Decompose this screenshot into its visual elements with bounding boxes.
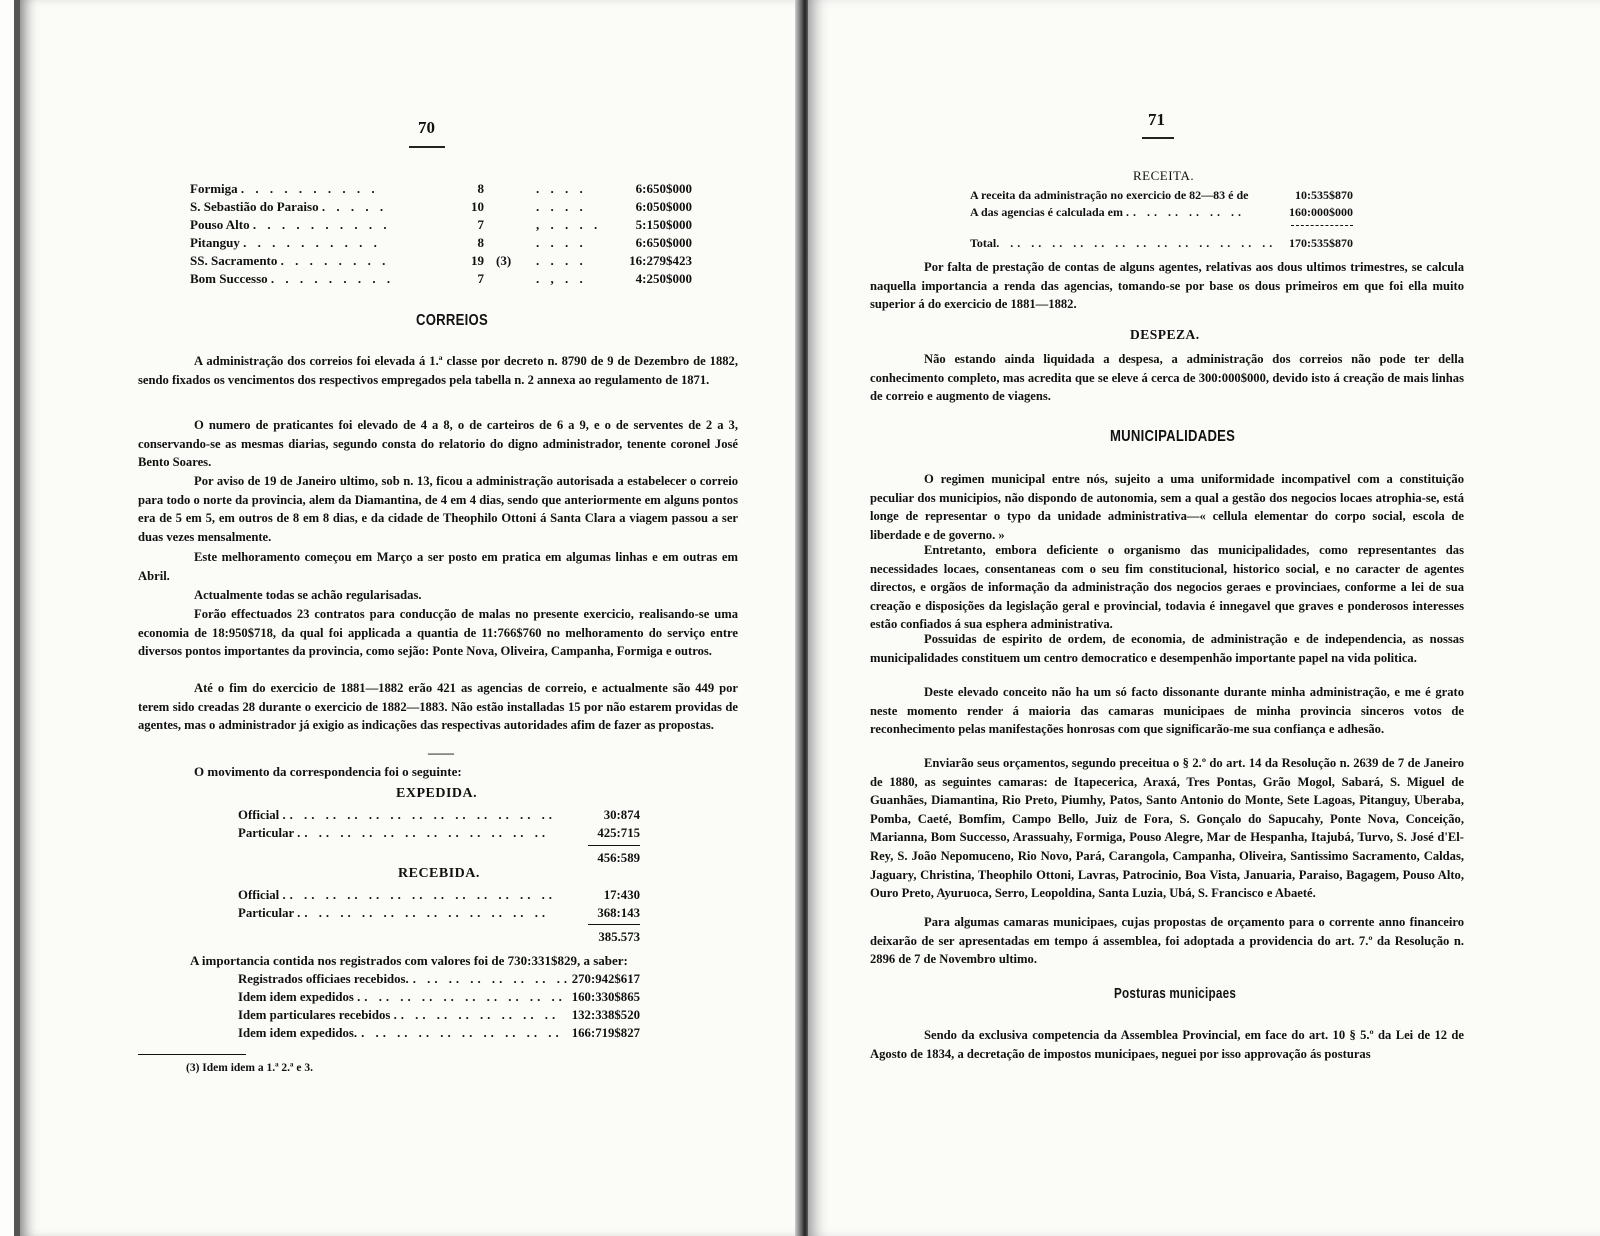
footnote-rule — [138, 1054, 246, 1055]
receita-row-label: A das agencias é calculada em .. .. .. .. .. .. — [970, 205, 1245, 219]
town-count: 19 — [471, 253, 484, 268]
expedida-title: EXPEDIDA. — [396, 786, 478, 801]
town-name: Bom Successo — [190, 271, 268, 286]
recebida-row-label: Particular .. .. .. .. .. .. .. .. .. .. .. .. — [238, 906, 550, 920]
registered-row-value: 166:719$827 — [571, 1026, 640, 1040]
leader-dots: . . . . — [536, 199, 587, 214]
town-count: 7 — [477, 217, 484, 232]
registered-intro: A importancia contida nos registrados com valores foi de 730:331$829, a saber: — [190, 953, 628, 968]
separator: —— — [428, 745, 454, 760]
town-row — [190, 217, 391, 233]
recebida-title: RECEBIDA. — [398, 866, 480, 881]
left-page-number: 70 — [418, 118, 435, 137]
town-count: 10 — [471, 199, 484, 214]
town-name: SS. Sacramento — [190, 253, 278, 268]
leader-dots: . . . . . . . . . — [270, 271, 395, 286]
section-title-posturas: Posturas municipaes — [1114, 985, 1237, 1002]
total-rule — [588, 845, 640, 846]
paragraph: Possuidas de espirito de ordem, de economia, de administração e de independencia, as nossas municipalidades constituem um centro democratico e desempenhão importante papel na vida politica. — [870, 632, 1464, 665]
town-value: 6:650$000 — [635, 181, 692, 196]
section-title-correios: CORREIOS — [416, 312, 488, 329]
paragraph: Sendo da exclusiva competencia da Assemblea Provincial, em face do art. 10 § 5.º da Lei de 12 de Agosto de 1834, a decretação de impostos municipaes, neguei por isso approvação ás posturas — [870, 1028, 1464, 1061]
town-value: 4:250$000 — [635, 271, 692, 286]
receita-row-label: A receita da administração no exercicio de 82—83 é de — [970, 188, 1249, 202]
expedida-total: 456:589 — [597, 851, 640, 865]
registered-row-label: Registrados officiaes recebidos.. .. .. .. .. .. .. .. — [238, 972, 572, 986]
registered-row-label: Idem particulares recebidos .. .. .. .. .. .. .. .. — [238, 1008, 560, 1022]
footnote-ref: (3) — [496, 253, 512, 268]
paragraph: Este melhoramento começou em Março a ser posto em pratica em algumas linhas e em outras em Abril. — [138, 550, 738, 583]
recebida-row-value: 17:430 — [603, 888, 640, 902]
paragraph: Enviarão seus orçamentos, segundo preceitua o § 2.º do art. 14 da Resolução n. 2639 de 7 de Janeiro de 1880, as seguintes camaras: de Itapecerica, Araxá, Tres Pontas, Grão Mogol, Sabará, S. Miguel de Guanhães, Diamantina, Rio Preto, Piumhy, Patos, Santo Antonio do Monte, Sete Lagoas, Pitanguy, Uberaba, Pomba, Caeté, Bomfim, Campo Bello, Juiz de Fora, S. Gonçalo do Sapucahy, Ponte Nova, Conceição, Marianna, Bom Successo, Arassuahy, Formiga, Pouso Alegre, Mar de Hespanha, Itajubá, Turvo, S. José d'El-Rey, S. João Nepomuceno, Rio Novo, Pará, Carangola, Campanha, Oliveira, Santissimo Sacramento, Caldas, Jaguary, Christina, Theophilo Ottoni, Lavras, Patrocinio, Boa Vista, Januaria, Paraiso, Bagagem, Pouso Alto, Ouro Preto, Ayuruoca, Serro, Leopoldina, Santa Luzia, Ubá, S. Francisco e Abaeté. — [870, 756, 1464, 901]
paragraph: A administração dos correios foi elevada á 1.ª classe por decreto n. 8790 de 9 de Dezembro de 1882, sendo fixados os vencimentos dos respectivos empregados pela tabella n. 2 annexa ao regulamento de 1871. — [138, 354, 738, 387]
right-page — [808, 0, 1600, 1236]
expedida-row-value: 425:715 — [597, 826, 640, 840]
receita-row-value: 10:535$870 — [1295, 188, 1353, 202]
town-value: 16:279$423 — [629, 253, 692, 268]
recebida-row-label: Official .. .. .. .. .. .. .. .. .. .. .. .. .. — [238, 888, 557, 902]
town-value: 6:050$000 — [635, 199, 692, 214]
town-name: Pitanguy — [190, 235, 240, 250]
leader-dots: , . . . . — [536, 217, 602, 232]
registered-row-label: Idem idem expedidos.. .. .. .. .. .. .. .. .. .. — [238, 1026, 563, 1040]
town-row — [190, 181, 379, 197]
receita-row-value: 160:000$000 — [1289, 205, 1353, 219]
paragraph: Forão effectuados 23 contratos para conducção de malas no presente exercicio, realisando-se uma economia de 18:950$718, da qual foi applicada a quantia de 11:766$760 no melhoramento do serviço entre diversos pontos importantes da provincia, como sejão: Ponte Nova, Oliveira, Campanha, Formiga e outros. — [138, 607, 738, 659]
recebida-row-value: 368:143 — [597, 906, 640, 920]
paragraph: Por falta de prestação de contas de alguns agentes, relativas aos dous ultimos trimestres, se calcula naquella importancia a renda das agencias, tomando-se por base os dous primeiros em que foi ella muito superior á do exercicio de 1881—1882. — [870, 260, 1464, 312]
registered-row-value: 160:330$865 — [571, 990, 640, 1004]
town-row — [190, 199, 387, 215]
registered-row-value: 132:338$520 — [571, 1008, 640, 1022]
paragraph: O regimen municipal entre nós, sujeito a uma uniformidade incompativel com a constituição peculiar dos municipios, não dispondo de autonomia, sem a qual a gestão dos negocios locaes atrophia-se, está longe de representar o typo da unidade administrativa—« cellula elementar do corpo social, escola de liberdade e de governo. » — [870, 472, 1464, 542]
town-count: 8 — [477, 181, 484, 196]
town-value: 6:650$000 — [635, 235, 692, 250]
town-name: Formiga — [190, 181, 238, 196]
leader-dots: . . . . — [536, 253, 587, 268]
paragraph: Entretanto, embora deficiente o organismo das municipalidades, como representantes das necessidades locaes, consentaneas com o seu fim constitucional, historico social, e no caracter de agentes directos, e orgãos de informação da administração dos negocios geraes e provinciaes, conforme a lei de sua creação e disposições da legislação geral e provincial, todavia é innegavel que graves e ponderosos interesses estão confiados á sua esphera administrativa. — [870, 543, 1464, 632]
leader-dots: . , . . — [536, 271, 587, 286]
paragraph: Não estando ainda liquidada a despesa, a administração dos correios não pode ter della conhecimento completo, mas acredita que se eleve á cerca de 300:000$000, devido isto á creação de mais linhas de correio e augmento de viagens. — [870, 352, 1464, 404]
total-rule — [588, 924, 640, 925]
receita-total: 170:535$870 — [1289, 236, 1353, 250]
town-row — [190, 253, 389, 269]
despeza-title: DESPEZA. — [1130, 327, 1200, 342]
paragraph: Por aviso de 19 de Janeiro ultimo, sob n. 13, ficou a administração autorisada a estabelecer o correio para todo o norte da provincia, alem da Diamantina, de 4 em 4 dias, sendo que anteriormente em alguns pontos era de 5 em 5, em outros de 8 em 8 dias, e da cidade de Theophilo Ottoni á Santa Clara a viagem passou a ser duas vezes mensalmente. — [138, 474, 738, 544]
paragraph: Até o fim do exercicio de 1881—1882 erão 421 as agencias de correio, e actualmente são 449 por terem sido creadas 28 durante o exercicio de 1882—1883. Não estão installadas 15 por não estarem providas de agentes, mas o administrador já exigio as indicações das respectivas autoridades afim de fazer as propostas. — [138, 681, 738, 733]
movement-intro: O movimento da correspondencia foi o seguinte: — [194, 764, 462, 779]
leader-dots: . . . . — [536, 181, 587, 196]
paragraph: Actualmente todas se achão regularisadas. — [194, 588, 422, 602]
expedida-row-label: Particular .. .. .. .. .. .. .. .. .. .. .. .. — [238, 826, 550, 840]
expedida-row-label: Official .. .. .. .. .. .. .. .. .. .. .. .. .. — [238, 808, 557, 822]
total-rule — [1291, 225, 1353, 226]
left-page — [14, 0, 810, 1236]
footnote: (3) Idem idem a 1.ª 2.ª e 3. — [186, 1062, 313, 1074]
town-value: 5:150$000 — [635, 217, 692, 232]
leader-dots: . . . . . . . . . . — [252, 217, 391, 232]
town-name: Pouso Alto — [190, 217, 250, 232]
paragraph: O numero de praticantes foi elevado de 4 a 8, o de carteiros de 6 a 9, e o de serventes de 2 a 3, conservando-se as mesmas diarias, segundo consta do relatorio do digno administrador, tenente coronel José Bento Soares. — [138, 418, 738, 470]
leader-dots: . . . . . . . . — [280, 253, 390, 268]
page-number-rule — [409, 146, 445, 148]
leader-dots: . . . . . . . . . . — [243, 235, 381, 250]
paragraph: Para algumas camaras municipaes, cujas propostas de orçamento para o corrente anno financeiro deixarão de ser apresentadas em tempo á assemblea, foi adoptada a providencia do art. 7.º da Resolução n. 2896 de 7 de Novembro ultimo. — [870, 915, 1464, 967]
expedida-row-value: 30:874 — [603, 808, 640, 822]
right-page-number: 71 — [1148, 110, 1165, 129]
recebida-total: 385.573 — [598, 930, 640, 944]
receita-total-label: Total. .. .. .. .. .. .. .. .. .. .. .. .. .. — [970, 236, 1277, 250]
page-number-rule — [1142, 137, 1174, 139]
town-name: S. Sebastião do Paraiso — [190, 199, 319, 214]
leader-dots: . . . . . . . . . . — [240, 181, 379, 196]
town-count: 7 — [477, 271, 484, 286]
leader-dots: . . . . — [536, 235, 587, 250]
registered-row-value: 270:942$617 — [571, 972, 640, 986]
paragraph: Deste elevado conceito não ha um só facto dissonante durante minha administração, e me é grato neste momento render á maioria das camaras municipaes de minha provincia sinceros votos de reconhecimento pelas manifestações honrosas com que significarão-me sua confiança e adhesão. — [870, 685, 1464, 737]
town-row — [190, 235, 381, 251]
town-count: 8 — [477, 235, 484, 250]
leader-dots: . . . . . — [321, 199, 388, 214]
town-row — [190, 271, 394, 287]
registered-row-label: Idem idem expedidos .. .. .. .. .. .. .. .. .. .. — [238, 990, 566, 1004]
section-title-municipalidades: MUNICIPALIDADES — [1110, 428, 1236, 445]
receita-title: RECEITA. — [1133, 168, 1195, 183]
